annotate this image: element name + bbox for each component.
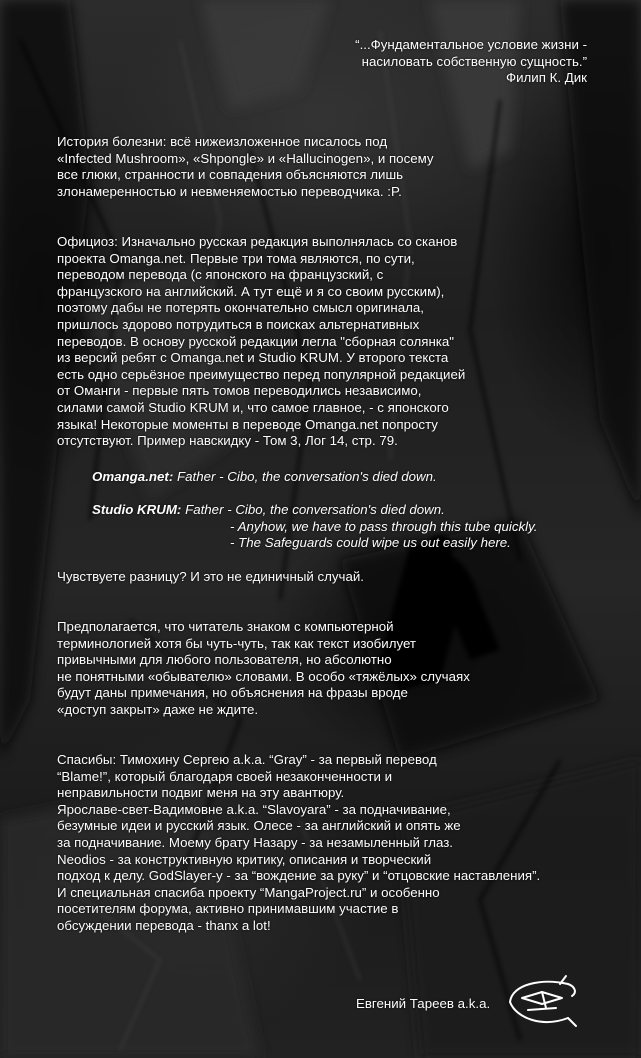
paragraph-line: терминологией хотя бы чуть-чуть, так как текст изобилует: [57, 635, 417, 651]
paragraph-line: будут даны примечания, но объяснения на фразы вроде: [57, 685, 408, 701]
paragraph-line: История болезни: всё нижеизложенное писалось под: [57, 134, 388, 149]
paragraph-line: переводов. В основу русской редакции легла "сборная солянка": [57, 333, 455, 349]
question-paragraph: [57, 569, 364, 586]
paragraph-line: Neodios - за конструктивную критику, описания и творческий: [57, 851, 432, 867]
paragraph-line: отсутствуют. Пример навскидку - Том 3, Лог 14, стр. 79.: [57, 433, 398, 449]
omanga-translation: Father - Cibo, the conversation's died down.: [176, 469, 437, 484]
paragraph-line: проекта Omanga.net. Первые три тома являются, по сути,: [57, 250, 415, 266]
krum-source-label: Studio KRUM:: [92, 502, 182, 518]
paragraph-line: из версий ребят с Omanga.net и Studio KRUM. У второго текста: [57, 350, 449, 366]
paragraph-line: все глюки, странности и совпадения объясняются лишь: [57, 167, 404, 183]
paragraph-line: переводом перевода (с японского на французский, с: [57, 267, 384, 283]
paragraph-line: неправильности подвиг меня на эту авантюру.: [57, 785, 345, 801]
paragraph-line: злонамеренностью и невменяемостью переводчика. :P.: [57, 183, 402, 199]
omanga-source-label: Omanga.net:: [92, 469, 174, 484]
paragraph-line: обсуждении перевода - thanx a lot!: [57, 917, 271, 933]
paragraph-line: Спасибы: Тимохину Сергею a.k.a. “Gray” - за первый перевод: [57, 752, 437, 767]
paragraph-line: за подначивание. Моему брату Назару - за незамыленный глаз.: [57, 834, 454, 850]
paragraph-line: И специальная спасиба проекту “MangaProject.ru” и особенно: [57, 884, 440, 900]
paragraph-line: «Infected Mushroom», «Shpongle» и «Hallucinogen», и посему: [57, 150, 434, 166]
official-paragraph: [57, 234, 465, 450]
epigraph-quote: [355, 37, 587, 87]
paragraph-line: поэтому дабы не потерять окончательно смысл оригинала,: [57, 300, 424, 316]
epigraph-line: насиловать собственную сущность.”: [361, 53, 587, 69]
translator-signature: Евгений Тареев a.k.a.: [356, 996, 491, 1011]
paragraph-line: есть одно серьёзное преимущество перед популярной редакцией: [57, 366, 466, 382]
omanga-row: [92, 469, 537, 486]
paragraph-line: привычными для любого пользователя, но абсолютно: [57, 652, 392, 668]
paragraph-line: “Blame!”, который благодаря своей незаконченности и: [57, 768, 393, 784]
krum-translation-line: Father - Cibo, the conversation's died down.: [185, 502, 445, 518]
paragraph-line: подход к делу. GodSlayer-у - за “вождение за руку” и “отцовские наставления”.: [57, 868, 541, 884]
krum-translation-line: - Anyhow, we have to pass through this tube quickly.: [230, 518, 538, 534]
thanks-paragraph: [57, 752, 540, 935]
paragraph-line: Чувствуете разницу? И это не единичный случай.: [57, 569, 364, 584]
paragraph-line: не понятными «обывателю» словами. В особо «тяжёлых» случаях: [57, 668, 470, 684]
paragraph-line: языка! Некоторые моменты в переводе Omanga.net попросту: [57, 416, 438, 432]
paragraph-line: Официоз: Изначально русская редакция выполнялась со сканов: [57, 234, 458, 249]
paragraph-line: безумные идеи и русский язык. Олесе - за английский и опять же: [57, 818, 461, 834]
epigraph-line: “...Фундаментальное условие жизни -: [355, 37, 587, 52]
paragraph-line: французского на английский. А тут ещё и я со своим русским),: [57, 283, 445, 299]
translator-logo-icon: [502, 972, 582, 1032]
epigraph-author: Филип К. Дик: [505, 70, 587, 86]
krum-row: [92, 502, 537, 519]
paragraph-line: Ярославе-свет-Вадимовне a.k.a. “Slavoyara” - за подначивание,: [57, 801, 451, 817]
history-paragraph: [57, 134, 434, 200]
paragraph-line: от Оманги - первые пять томов переводились независимо,: [57, 383, 422, 399]
paragraph-line: силами самой Studio KRUM и, что самое главное, - с японского: [57, 399, 449, 415]
paragraph-line: посетителям форума, активно принимавшим участие в: [57, 901, 399, 917]
spacer: [92, 486, 537, 503]
translation-comparison: [92, 469, 537, 552]
terminology-paragraph: [57, 619, 470, 719]
krum-translation-line: - The Safeguards could wipe us out easily here.: [230, 535, 511, 551]
paragraph-line: «доступ закрыт» даже не ждите.: [57, 701, 259, 717]
paragraph-line: Предполагается, что читатель знаком с компьютерной: [57, 619, 394, 634]
paragraph-line: пришлось здорово потрудиться в поисках альтернативных: [57, 316, 420, 332]
